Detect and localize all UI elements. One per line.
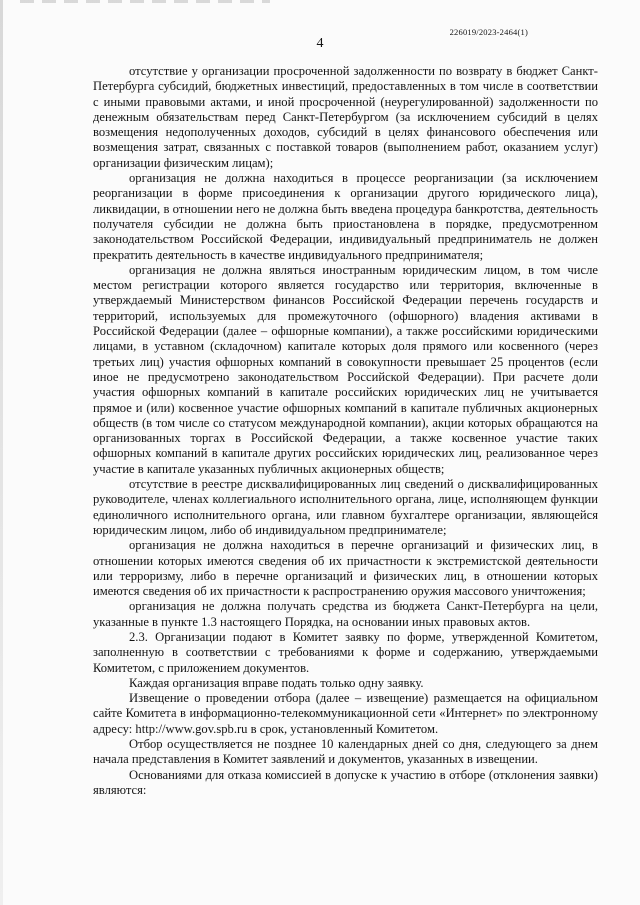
- document-number: 226019/2023-2464(1): [449, 27, 528, 37]
- page-number: 4: [316, 36, 324, 51]
- paragraph-notice-publication: Извещение о проведении отбора (далее – извещение) размещается на официальном сайте Комитета в информационно-телекоммуникационной сети «Интернет» по электронному адресу: http://www.gov.spb.ru в срок, установленный Комитетом.: [93, 691, 598, 736]
- scan-artifact: [20, 0, 270, 3]
- paragraph-one-application: Каждая организация вправе подать только одну заявку.: [129, 675, 424, 690]
- paragraph-no-disqualified-persons: отсутствие в реестре дисквалифицированных лиц сведений о дисквалифицированных руководителе, членах коллегиального исполнительного органа, лице, исполняющем функции единоличного исполнительного органа, или главном бухгалтере организации, являющейся юридическим лицом, либо об индивидуальном предпринимателе;: [93, 477, 598, 537]
- paragraph-application-submission: 2.3. Организации подают в Комитет заявку по форме, утвержденной Комитетом, заполненную в соответствии с требованиями к форме и содержанию, утверждаемыми Комитетом, с приложением документов.: [93, 629, 598, 675]
- paragraph-selection-deadline: Отбор осуществляется не позднее 10 календарных дней со дня, следующего за днем начала представления в Комитет заявлений и документов, указанных в извещении.: [93, 737, 598, 767]
- paragraph-no-reorganization: организация не должна находиться в процессе реорганизации (за исключением реорганизации в форме присоединения к организации другого юридического лица), ликвидации, в отношении него не должна быть введена процедура банкротства, деятельность получателя субсидии не должна быть приостановлена в порядке, предусмотренном законодательством Российской Федерации, индивидуальный предприниматель не должен прекратить деятельность в качестве индивидуального предпринимателя;: [93, 171, 598, 262]
- paragraph-not-in-extremist-list: организация не должна находиться в перечне организаций и физических лиц, в отношении которых имеются сведения об их причастности к экстремистской деятельности или терроризму, либо в перечне организаций и физических лиц, в отношении которых имеются сведения об их причастности к распространению оружия массового уничтожения;: [93, 538, 598, 599]
- body-text: [93, 64, 598, 798]
- paragraph-no-other-budget-funds: организация не должна получать средства из бюджета Санкт-Петербурга на цели, указанные в пункте 1.3 настоящего Порядка, на основании иных правовых актов.: [93, 599, 598, 629]
- scan-edge: [0, 0, 3, 905]
- paragraph-not-foreign-entity: организация не должна являться иностранным юридическим лицом, в том числе местом регистрации которого является государство или территория, включенные в утверждаемый Министерством финансов Российской Федерации перечень государств и территорий, используемых для промежуточного (офшорного) владения активами в Российской Федерации (далее – офшорные компании), а также российскими юридическими лицами, в уставном (складочном) капитале которых доля прямого или косвенного (через третьих лиц) участия офшорных компаний в совокупности превышает 25 процентов (если иное не предусмотрено законодательством Российской Федерации). При расчете доли участия офшорных компаний в капитале российских юридических лиц не учитывается прямое и (или) косвенное участие офшорных компаний в капитале публичных акционерных обществ (в том числе со статусом международной компании), акции которых обращаются на организованных торгах в Российской Федерации, а также косвенное участие таких офшорных компаний в капитале других российских юридических лиц, реализованное через участие в капитале указанных публичных акционерных обществ;: [93, 262, 598, 476]
- paragraph-rejection-grounds: Основаниями для отказа комиссией в допуске к участию в отборе (отклонения заявки) являются:: [93, 767, 598, 797]
- paragraph-no-debt: отсутствие у организации просроченной задолженности по возврату в бюджет Санкт-Петербурга субсидий, бюджетных инвестиций, предоставленных в том числе в соответствии с иными правовыми актами, и иной просроченной (неурегулированной) задолженности по денежным обязательствам перед Санкт-Петербургом (за исключением субсидий в целях возмещения недополученных доходов, субсидий в целях финансового обеспечения или возмещения затрат, связанных с поставкой товаров (выполнением работ, оказанием услуг) организации физическим лицам);: [93, 64, 598, 170]
